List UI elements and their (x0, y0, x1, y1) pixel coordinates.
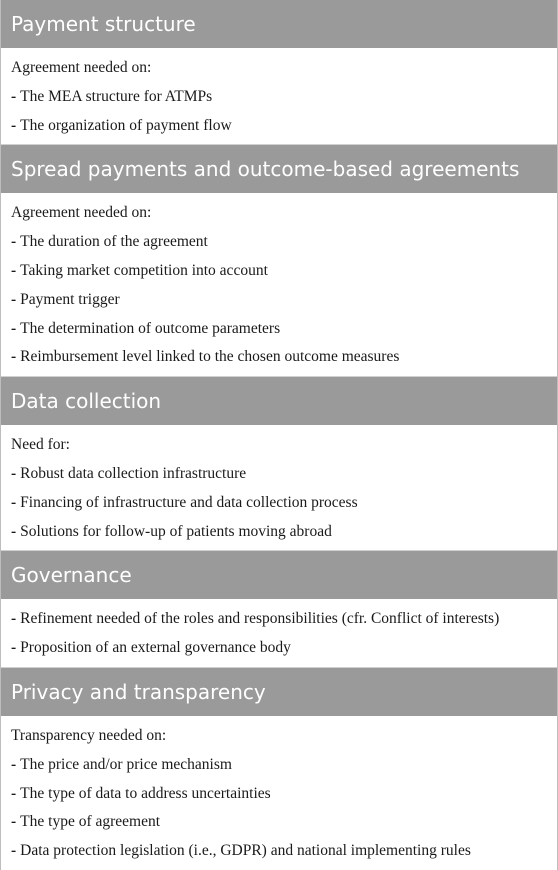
section-data-collection (1, 377, 557, 551)
list-item (11, 257, 557, 286)
bullet-dash: - (11, 233, 17, 251)
bullet-dash: - (11, 610, 17, 628)
list-item-text: The MEA structure for ATMPs (20, 87, 213, 105)
section-body (1, 193, 557, 377)
section-payment-structure (1, 0, 557, 145)
list-item-text: The type of agreement (20, 813, 161, 831)
list-item-text: Reimbursement level linked to the chosen outcome measures (20, 348, 400, 366)
bullet-dash: - (11, 87, 17, 105)
bullet-dash: - (11, 319, 17, 337)
list-item-text: Financing of infrastructure and data collection process (20, 493, 358, 511)
bullet-dash: - (11, 813, 17, 831)
bullet-dash: - (11, 755, 17, 773)
list-item-text: Robust data collection infrastructure (20, 464, 247, 482)
section-intro: Transparency needed on: (11, 726, 167, 744)
bullet-dash: - (11, 348, 17, 366)
section-intro: Agreement needed on: (11, 204, 152, 222)
section-title: Spread payments and outcome-based agreements (1, 145, 557, 193)
section-body (1, 48, 557, 145)
section-title: Data collection (1, 377, 557, 425)
list-item (11, 808, 557, 837)
list-item (11, 228, 557, 257)
section-body (1, 425, 557, 551)
section-intro: Need for: (11, 436, 70, 454)
list-item (11, 286, 557, 315)
list-item-text: Proposition of an external governance body (20, 639, 291, 657)
bullet-dash: - (11, 261, 17, 279)
list-item-text: The price and/or price mechanism (20, 755, 232, 773)
section-title: Governance (1, 551, 557, 599)
bullet-dash: - (11, 842, 17, 860)
list-item (11, 518, 557, 547)
list-item (11, 837, 557, 866)
bullet-dash: - (11, 464, 17, 482)
list-item (11, 315, 557, 344)
list-item-text: Data protection legislation (i.e., GDPR) and national implementing rules (20, 842, 471, 860)
list-item (11, 489, 557, 518)
bullet-dash: - (11, 784, 17, 802)
list-item-text: Solutions for follow-up of patients moving abroad (20, 522, 332, 540)
bullet-dash: - (11, 639, 17, 657)
bullet-dash: - (11, 493, 17, 511)
bullet-dash: - (11, 290, 17, 308)
list-item (11, 460, 557, 489)
section-title: Privacy and transparency (1, 668, 557, 716)
list-item-text: Payment trigger (20, 290, 120, 308)
list-item (11, 605, 557, 634)
list-item (11, 780, 557, 809)
list-item (11, 634, 557, 663)
list-item-text: The duration of the agreement (20, 233, 208, 251)
list-item (11, 751, 557, 780)
list-item (11, 343, 557, 372)
list-item-text: Taking market competition into account (20, 261, 268, 279)
section-spread-payments (1, 145, 557, 377)
list-item-text: Refinement needed of the roles and responsibilities (cfr. Conflict of interests) (20, 610, 500, 628)
bullet-dash: - (11, 116, 17, 134)
section-privacy-transparency (1, 668, 557, 870)
section-governance (1, 551, 557, 668)
bullet-dash: - (11, 522, 17, 540)
list-item-text: The type of data to address uncertainties (20, 784, 271, 802)
section-body (1, 599, 557, 668)
section-intro: Agreement needed on: (11, 59, 152, 76)
section-title: Payment structure (1, 0, 557, 48)
list-item (11, 112, 557, 141)
list-item-text: The determination of outcome parameters (20, 319, 281, 337)
section-body (1, 716, 557, 870)
list-item-text: The organization of payment flow (20, 116, 232, 134)
list-item (11, 83, 557, 112)
